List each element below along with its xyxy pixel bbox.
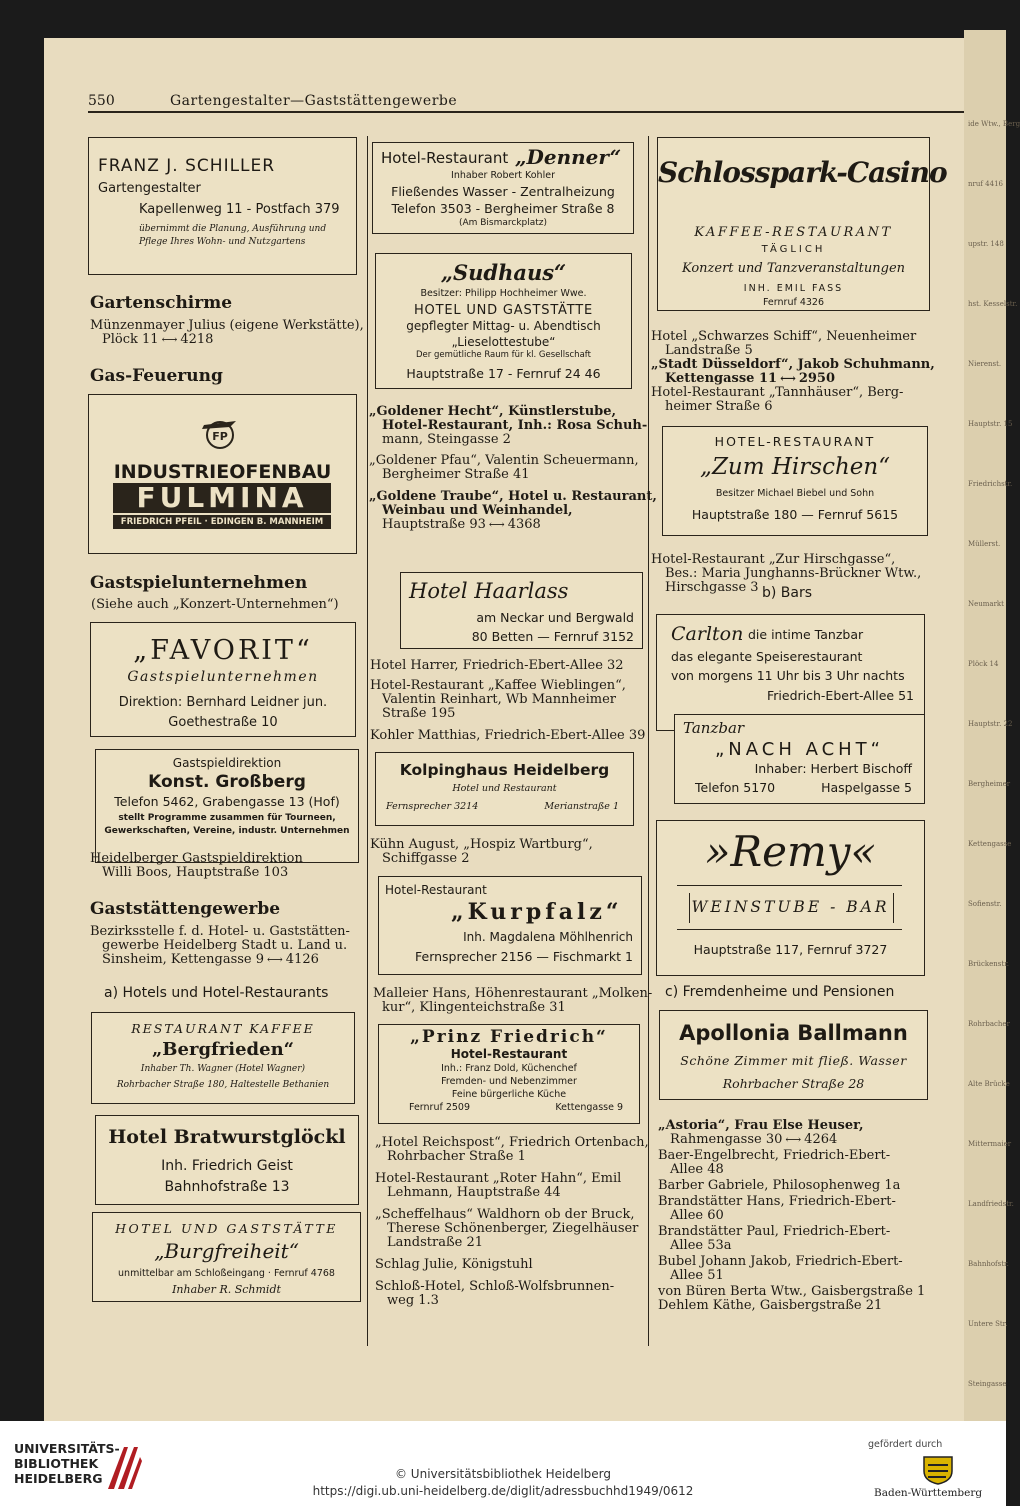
ad-line: das elegante Speiserestaurant bbox=[671, 649, 863, 664]
strip-line: Bahnhofstr. bbox=[968, 1260, 1009, 1268]
entry-line: Schiffgasse 2 bbox=[382, 851, 470, 866]
ad-owner: Inh. Friedrich Geist bbox=[161, 1158, 293, 1174]
subsection-heading: a) Hotels und Hotel-Restaurants bbox=[104, 985, 329, 1001]
strip-line: Rohrbacher bbox=[968, 1020, 1010, 1028]
entry-line: Valentin Reinhart, Wb Mannheimer bbox=[382, 692, 616, 707]
entry-line: „Goldene Traube“, Hotel u. Restaurant, bbox=[369, 489, 657, 504]
state-coat-of-arms-icon bbox=[916, 1455, 960, 1485]
ad-owner: Besitzer: Philipp Hochheimer Wwe. bbox=[420, 288, 587, 299]
entry-line: Hotel „Schwarzes Schiff“, Neuenheimer bbox=[651, 329, 917, 344]
ad-haarlass bbox=[400, 572, 643, 649]
entry-line: Lehmann, Hauptstraße 44 bbox=[387, 1185, 561, 1200]
ad-name: „Bergfrieden“ bbox=[151, 1039, 295, 1060]
entry-line: Sinsheim, Kettengasse 9 ⟷ 4126 bbox=[102, 952, 319, 967]
entry-line: „Scheffelhaus“ Waldhorn ob der Bruck, bbox=[375, 1207, 635, 1222]
entry-line: „Stadt Düsseldorf“, Jakob Schuhmann, bbox=[651, 357, 935, 372]
ad-title: Hotel-Restaurant bbox=[450, 1047, 568, 1061]
section-heading: Gastspielunternehmen bbox=[90, 573, 308, 593]
entry-line: Landstraße 5 bbox=[665, 343, 753, 358]
ad-name: Carlton bbox=[671, 623, 744, 645]
ad-line: Hauptstraße 117, Fernruf 3727 bbox=[693, 942, 888, 957]
entry-line: Bes.: Maria Junghanns-Brückner Wtw., bbox=[665, 566, 922, 581]
section-heading: Gartenschirme bbox=[90, 293, 233, 313]
section-heading: Gaststättengewerbe bbox=[90, 899, 281, 919]
ad-line: gepflegter Mittag- u. Abendtisch bbox=[406, 319, 601, 333]
logo-lettering: FP bbox=[212, 430, 228, 443]
ad-line: FRIEDRICH PFEIL · EDINGEN B. MANNHEIM bbox=[113, 515, 331, 529]
ad-note: Pflege Ihres Wohn- und Nutzgartens bbox=[139, 237, 306, 247]
ad-address: Haspelgasse 5 bbox=[821, 780, 912, 795]
header-rule bbox=[88, 111, 964, 113]
ad-kurpfalz bbox=[378, 876, 642, 975]
page-number: 550 bbox=[88, 93, 115, 109]
entry-line: Heidelberger Gastspieldirektion bbox=[90, 851, 303, 866]
ad-address: Bahnhofstraße 13 bbox=[164, 1179, 290, 1195]
ad-address: Kettengasse 9 bbox=[555, 1102, 623, 1113]
ad-franz-schiller bbox=[88, 137, 357, 275]
strip-line: Friedrichstr. bbox=[968, 480, 1013, 488]
phone-icon: ⟷ bbox=[785, 1133, 802, 1146]
entry-line: Rahmengasse 30 ⟷ 4264 bbox=[670, 1132, 838, 1147]
divider bbox=[677, 929, 902, 930]
viewer-footer bbox=[0, 1421, 1006, 1506]
see-also: (Siehe auch „Konzert-Unternehmen“) bbox=[91, 597, 339, 612]
permalink-url[interactable]: https://digi.ub.uni-heidelberg.de/diglit/adressbuchhd1949/0612 bbox=[312, 1484, 694, 1498]
entry-line: Kühn August, „Hospiz Wartburg“, bbox=[370, 837, 593, 852]
entry-line: „Astoria“, Frau Else Heuser, bbox=[658, 1118, 864, 1133]
entry-line: Hotel-Restaurant „Zur Hirschgasse“, bbox=[651, 552, 896, 567]
ad-phone: Fernruf 2509 bbox=[409, 1102, 471, 1113]
ad-title: Hotel-Restaurant bbox=[381, 149, 509, 167]
copyright-text: © Universitätsbibliothek Heidelberg bbox=[394, 1467, 611, 1481]
column-rule bbox=[648, 136, 649, 1346]
ad-owner: Inh.: Franz Dold, Küchenchef bbox=[441, 1063, 577, 1074]
entry-line: Hotel-Restaurant „Tannhäuser“, Berg- bbox=[651, 385, 904, 400]
ad-line: Goethestraße 10 bbox=[168, 715, 278, 730]
entry-line: Therese Schönenberger, Ziegelhäuser bbox=[387, 1221, 639, 1236]
ad-line: 80 Betten — Fernruf 3152 bbox=[471, 629, 634, 644]
ad-prinz-friedrich bbox=[378, 1024, 640, 1124]
ad-fulmina bbox=[88, 394, 357, 554]
ad-line: Feine bürgerliche Küche bbox=[451, 1089, 567, 1100]
strip-line: Neumarkt bbox=[968, 600, 1004, 608]
phone-icon: ⟷ bbox=[161, 333, 178, 346]
ad-line: Konzert und Tanzveranstaltungen bbox=[681, 261, 906, 276]
strip-line: Untere Str. bbox=[968, 1320, 1008, 1328]
strip-line: Hauptstr. 22 bbox=[968, 720, 1013, 728]
ad-role: Gartengestalter bbox=[98, 181, 201, 196]
phone-icon: ⟷ bbox=[780, 372, 796, 385]
ad-owner: INH. EMIL FASS bbox=[743, 283, 844, 294]
ad-phone: Telefon 5170 bbox=[695, 780, 776, 795]
entry-line: Dehlem Käthe, Gaisbergstraße 21 bbox=[658, 1298, 883, 1313]
strip-line: Bergheimer bbox=[968, 780, 1011, 788]
entry-line: Hotel-Restaurant, Inh.: Rosa Schuh- bbox=[382, 418, 648, 433]
subsection-heading: b) Bars bbox=[762, 585, 813, 601]
ad-note: übernimmt die Planung, Ausführung und bbox=[139, 224, 327, 234]
ad-top: Tanzbar bbox=[683, 719, 745, 737]
ad-address: Merianstraße 1 bbox=[544, 801, 619, 812]
ad-name: FRANZ J. SCHILLER bbox=[98, 156, 276, 176]
ad-bergfrieden bbox=[91, 1012, 355, 1104]
ad-address: Friedrich-Ebert-Allee 51 bbox=[767, 688, 914, 703]
phone-icon: ⟷ bbox=[488, 518, 505, 531]
entry-line: Kohler Matthias, Friedrich-Ebert-Allee 39 bbox=[370, 728, 646, 743]
ad-remy bbox=[656, 820, 925, 976]
ad-line: unmittelbar am Schloßeingang · Fernruf 4768 bbox=[118, 1268, 335, 1279]
ad-name: „Zum Hirschen“ bbox=[700, 454, 890, 480]
ad-line: Telefon 3503 - Bergheimer Straße 8 bbox=[391, 201, 615, 216]
ad-name: „NACH ACHT“ bbox=[714, 739, 885, 760]
entry-line: Schlag Julie, Königstuhl bbox=[375, 1257, 533, 1272]
sponsor-name: Baden-Württemberg bbox=[874, 1487, 983, 1499]
ad-sub: WEINSTUBE - BAR bbox=[691, 898, 890, 916]
entry-line: mann, Steingasse 2 bbox=[382, 432, 511, 447]
ad-name: „Sudhaus“ bbox=[440, 260, 567, 285]
entry-line: Baer-Engelbrecht, Friedrich-Ebert- bbox=[658, 1148, 891, 1163]
ad-name: „Kurpfalz“ bbox=[451, 899, 623, 925]
ad-denner bbox=[372, 142, 634, 234]
ad-line: Fernsprecher 2156 — Fischmarkt 1 bbox=[415, 949, 633, 964]
ad-line: Fremden- und Nebenzimmer bbox=[441, 1076, 577, 1087]
entry-line: Allee 48 bbox=[670, 1162, 724, 1177]
ad-name: „FAVORIT“ bbox=[133, 635, 313, 666]
ad-line: Der gemütliche Raum für kl. Gesellschaft bbox=[416, 350, 591, 360]
entry-line: Malleier Hans, Höhenrestaurant „Molken- bbox=[373, 986, 653, 1001]
ad-address: Kapellenweg 11 - Postfach 379 bbox=[139, 202, 340, 217]
ad-sudhaus bbox=[375, 253, 632, 389]
ad-sub: Gastspielunternehmen bbox=[127, 669, 319, 685]
entry-line: Bubel Johann Jakob, Friedrich-Ebert- bbox=[658, 1254, 903, 1269]
divider bbox=[677, 885, 902, 886]
ad-name: Konst. Großberg bbox=[148, 772, 306, 792]
library-name: UNIVERSITÄTS- BIBLIOTHEK HEIDELBERG bbox=[14, 1441, 120, 1486]
ad-line: stellt Programme zusammen für Tourneen, bbox=[118, 813, 336, 823]
ad-title: HOTEL-RESTAURANT bbox=[714, 434, 876, 449]
ad-line: Fließendes Wasser - Zentralheizung bbox=[391, 184, 615, 199]
ad-line: Inhaber R. Schmidt bbox=[172, 1283, 281, 1296]
entry-line: kur“, Klingenteichstraße 31 bbox=[382, 1000, 566, 1015]
ad-favorit bbox=[90, 622, 356, 737]
entry-line: Münzenmayer Julius (eigene Werkstätte), bbox=[90, 318, 364, 333]
entry-line: gewerbe Heidelberg Stadt u. Land u. bbox=[102, 938, 348, 953]
entry-line: weg 1.3 bbox=[387, 1293, 439, 1308]
funding-label: gefördert durch bbox=[868, 1439, 943, 1450]
entry-line: Barber Gabriele, Philosophenweg 1a bbox=[658, 1178, 901, 1193]
strip-line: upstr. 148 bbox=[968, 240, 1004, 248]
ad-line: Hauptstraße 180 — Fernruf 5615 bbox=[691, 507, 899, 522]
ad-address: Rohrbacher Straße 180, Haltestelle Bethanien bbox=[116, 1080, 330, 1090]
ad-sub: Hotel und Restaurant bbox=[452, 783, 557, 794]
ad-top: HOTEL UND GASTSTÄTTE bbox=[115, 1221, 338, 1236]
ad-name: „Denner“ bbox=[515, 145, 622, 169]
ad-phone: Fernsprecher 3214 bbox=[386, 801, 479, 812]
strip-line: Mittermaier bbox=[968, 1140, 1012, 1148]
ad-line: Telefon 5462, Grabengasse 13 (Hof) bbox=[114, 794, 340, 809]
entry-line: Schloß-Hotel, Schloß-Wolfsbrunnen- bbox=[375, 1279, 615, 1294]
phone-icon: ⟷ bbox=[267, 953, 283, 966]
ad-owner: Besitzer Michael Biebel und Sohn bbox=[715, 488, 875, 499]
ad-line: TÄGLICH bbox=[761, 244, 826, 255]
entry-line: Hirschgasse 3 bbox=[665, 580, 759, 595]
strip-line: Hauptstr. 15 bbox=[968, 420, 1013, 428]
fulmina-logo-icon bbox=[200, 417, 240, 451]
ad-burgfreiheit bbox=[92, 1212, 361, 1302]
ad-line: INDUSTRIEOFENBAU bbox=[113, 461, 332, 483]
section-heading: Gas-Feuerung bbox=[90, 366, 223, 386]
ad-owner: Inhaber Th. Wagner (Hotel Wagner) bbox=[140, 1064, 306, 1074]
entry-line: Kettengasse 11 ⟷ 2950 bbox=[665, 371, 836, 386]
ad-bratwurstgloeckl bbox=[95, 1115, 359, 1205]
ad-line: „Lieselottestube“ bbox=[451, 335, 556, 349]
entry-line: Landstraße 21 bbox=[387, 1235, 483, 1250]
entry-line: „Hotel Reichspost“, Friedrich Ortenbach, bbox=[375, 1135, 649, 1150]
entry-line: Straße 195 bbox=[382, 706, 456, 721]
ad-nach-acht bbox=[674, 714, 925, 804]
ad-brand: FULMINA bbox=[113, 483, 331, 513]
ad-name: Apollonia Ballmann bbox=[679, 1021, 908, 1045]
entry-line: „Goldener Hecht“, Künstlerstube, bbox=[369, 404, 617, 419]
entry-line: Allee 51 bbox=[670, 1268, 724, 1283]
strip-line: Kettengasse bbox=[968, 840, 1012, 848]
ad-top: Gastspieldirektion bbox=[172, 756, 282, 770]
ad-line: von morgens 11 Uhr bis 3 Uhr nachts bbox=[671, 668, 905, 683]
entry-line: Bezirksstelle f. d. Hotel- u. Gaststätten- bbox=[90, 924, 350, 939]
strip-line: hst. Kesselstr. bbox=[968, 300, 1018, 308]
ad-owner: Inhaber Robert Kohler bbox=[451, 170, 555, 181]
entry-line: Bergheimer Straße 41 bbox=[382, 467, 530, 482]
entry-line: Hauptstraße 93 ⟷ 4368 bbox=[382, 517, 541, 532]
ad-kolpinghaus bbox=[375, 752, 634, 826]
ad-line: am Neckar und Bergwald bbox=[476, 610, 634, 625]
ad-name: „Prinz Friedrich“ bbox=[410, 1027, 608, 1047]
document-page bbox=[44, 38, 964, 1421]
ad-apollonia-ballmann bbox=[659, 1010, 928, 1100]
entry-line: Hotel-Restaurant „Roter Hahn“, Emil bbox=[375, 1171, 622, 1186]
ad-schlosspark-casino bbox=[657, 137, 947, 311]
entry-line: „Goldener Pfau“, Valentin Scheuermann, bbox=[369, 453, 639, 468]
entry-line: Hotel-Restaurant „Kaffee Wieblingen“, bbox=[370, 678, 626, 693]
entry-line: Willi Boos, Hauptstraße 103 bbox=[102, 865, 289, 880]
entry-line: Brandstätter Hans, Friedrich-Ebert- bbox=[658, 1194, 896, 1209]
ad-name: Kolpinghaus Heidelberg bbox=[399, 761, 610, 779]
column-rule bbox=[367, 136, 368, 1346]
ad-address: Rohrbacher Straße 28 bbox=[722, 1076, 865, 1091]
strip-line: nruf 4416 bbox=[968, 180, 1003, 188]
ad-owner: Inh. Magdalena Möhlhenrich bbox=[463, 930, 633, 944]
strip-line: ide Wtw., Berg bbox=[968, 120, 1020, 128]
strip-line: Alte Brücke bbox=[968, 1080, 1010, 1088]
strip-line: Nierenst. bbox=[968, 360, 1002, 368]
ad-title: Hotel-Restaurant bbox=[385, 883, 487, 897]
entry-line: Weinbau und Weinhandel, bbox=[382, 503, 573, 518]
ad-name: „Burgfreiheit“ bbox=[154, 1239, 299, 1263]
entry-line: Allee 60 bbox=[670, 1208, 724, 1223]
ad-top: RESTAURANT KAFFEE bbox=[131, 1021, 315, 1036]
entry-line: Rohrbacher Straße 1 bbox=[387, 1149, 526, 1164]
ad-line: Schöne Zimmer mit fließ. Wasser bbox=[680, 1053, 907, 1068]
subsection-heading: c) Fremdenheime und Pensionen bbox=[665, 984, 895, 1000]
entry-line: heimer Straße 6 bbox=[665, 399, 773, 414]
strip-line: Brückenstr. bbox=[968, 960, 1010, 968]
entry-line: Hotel Harrer, Friedrich-Ebert-Allee 32 bbox=[370, 658, 624, 673]
strip-line: Steingasse bbox=[968, 1380, 1007, 1388]
entry-line: Brandstätter Paul, Friedrich-Ebert- bbox=[658, 1224, 891, 1239]
ad-name: Hotel Haarlass bbox=[409, 579, 569, 603]
ad-line: Hauptstraße 17 - Fernruf 24 46 bbox=[406, 366, 601, 381]
ad-line: Direktion: Bernhard Leidner jun. bbox=[118, 695, 328, 710]
strip-line: Sofienstr. bbox=[968, 900, 1002, 908]
ad-line: HOTEL UND GASTSTÄTTE bbox=[413, 303, 593, 318]
ad-owner: Inhaber: Herbert Bischoff bbox=[754, 761, 912, 776]
ad-name: »Remy« bbox=[704, 827, 877, 876]
entry-line: von Büren Berta Wtw., Gaisbergstraße 1 bbox=[658, 1284, 926, 1299]
ad-name: Schlosspark-Casino bbox=[658, 156, 947, 189]
ad-name: Hotel Bratwurstglöckl bbox=[108, 1126, 346, 1148]
ad-phone: Fernruf 4326 bbox=[762, 297, 825, 308]
ad-zum-hirschen bbox=[662, 426, 928, 536]
strip-line: Müllerst. bbox=[968, 540, 1001, 548]
strip-line: Plöck 14 bbox=[968, 660, 999, 668]
ad-line: (Am Bismarckplatz) bbox=[458, 218, 548, 228]
ad-line: KAFFEE-RESTAURANT bbox=[694, 225, 893, 240]
running-title: Gartengestalter—Gaststättengewerbe bbox=[170, 93, 458, 109]
strip-line: Landfriedstr. bbox=[968, 1200, 1014, 1208]
adjacent-page-strip bbox=[964, 30, 1020, 1425]
ad-tag: die intime Tanzbar bbox=[748, 627, 864, 642]
entry-line: Plöck 11 ⟷ 4218 bbox=[102, 332, 214, 347]
entry-line: Allee 53a bbox=[670, 1238, 732, 1253]
ad-grossberg bbox=[95, 749, 359, 863]
ad-line: Gewerkschaften, Vereine, industr. Unternehmen bbox=[104, 826, 350, 836]
